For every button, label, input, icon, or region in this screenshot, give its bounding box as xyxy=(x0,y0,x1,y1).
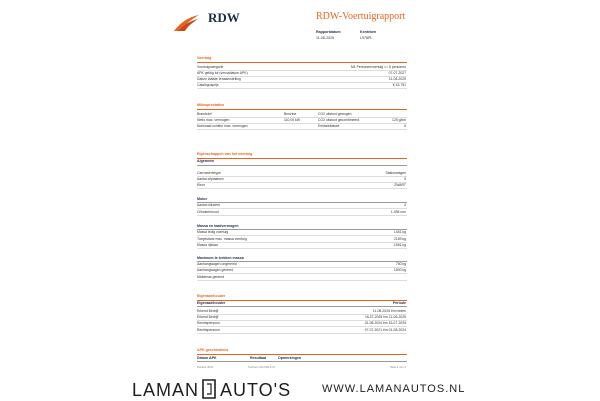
logo-text: RDW xyxy=(208,10,240,25)
apk-col3-header: Opmerkingen xyxy=(278,356,302,360)
trek-title: Maximum te trekken massa xyxy=(197,256,244,260)
footer-note-left: Pasbus 3000 xyxy=(197,365,214,369)
massa-title: Massa en laadvermogen xyxy=(197,224,239,228)
algemeen-title: Algemeen xyxy=(197,159,215,163)
plate-label: Kenteken xyxy=(360,30,377,34)
report-date-value: 11-08-2025 xyxy=(316,36,335,40)
brand-right: AUTO'S xyxy=(220,380,292,400)
brand-logo-icon xyxy=(202,379,216,399)
section-voertuig-title: Voertuig xyxy=(197,56,212,60)
section-eigenaren-title: Eigenaar/houder xyxy=(197,294,226,298)
website-link[interactable]: WWW.LAMANAUTOS.NL xyxy=(322,383,466,395)
report-page: RDW RDW-Voertuigrapport Rapportdatum 11-08-2025 Kenteken L978PL Voertuig Voertuigcategorie M1 Personenvoertuig <= 8 personen APK geldig tot (vervaldatum APK) 07-07-2027 Datum laatste tenaamstelling 11-08-2025 Catalogusprijs € 43.751 Milieuprestaties Brandstof Benzine CO2 uitstoot gewogen Netto max. vermogen 110,00 kW CO2 uitstoot gecombineerd 125 g/km Nominaal continu max. vermogen Emissieklasse 6 Eigenschappen van het voertuig Algemeen Carrosserietype Stationwagen Aantal zitplaatsen 5 Kleur ZWART Motor Aantal cilinders 4 Cilinderinhoud 1.498 cm³ Massa en laadvermogen Massa ledig voertuig 1461 kg Toegestane max. massa voertuig 2189 kg Massa rijklaar 1561 kg Maximum te trekken massa Aanhangwagen ongeremd 750 kg Aanhangwagen geremd 1800 kg Middenas geremd Eigenaar/houder Eigenaar/houder Periode Erkend Bedrijf 11-08-2025 t/m heden Erkend Bedrijf 16-07-2025 t/m 11-08-2025 Rechtspersoon 01-08-2024 t/m 16-07-2025 Rechtspersoon 07-07-2021 t/m 01-08-2024 APK geschiedenis Datum APK Resultaat Opmerkingen Pasbus 3000 Telefoon 06-03614-47 Blad 2 van 3 xyxy=(168,0,434,372)
report-date-label: Rapportdatum xyxy=(316,30,341,34)
brand-left: LAMAN xyxy=(132,380,200,400)
apk-col1-header: Datum APK xyxy=(197,356,217,360)
motor-title: Motor xyxy=(197,197,207,201)
report-title: RDW-Voertuigrapport xyxy=(316,11,406,22)
section-eigenschappen-title: Eigenschappen van het voertuig xyxy=(197,152,253,156)
dealer-footer xyxy=(0,374,600,400)
apk-col2-header: Resultaat xyxy=(250,356,267,360)
section-milieu-title: Milieuprestaties xyxy=(197,103,225,107)
section-apk-title: APK geschiedenis xyxy=(197,348,229,352)
rdw-logo-icon xyxy=(172,13,200,33)
eigenaren-col2-header: Periode xyxy=(392,301,406,305)
footer-note-right: Blad 2 van 3 xyxy=(390,365,406,369)
plate-value: L978PL xyxy=(360,36,373,40)
eigenaren-col1-header: Eigenaar/houder xyxy=(197,301,226,305)
footer-note-mid: Telefoon 06-03614-47 xyxy=(248,365,276,369)
